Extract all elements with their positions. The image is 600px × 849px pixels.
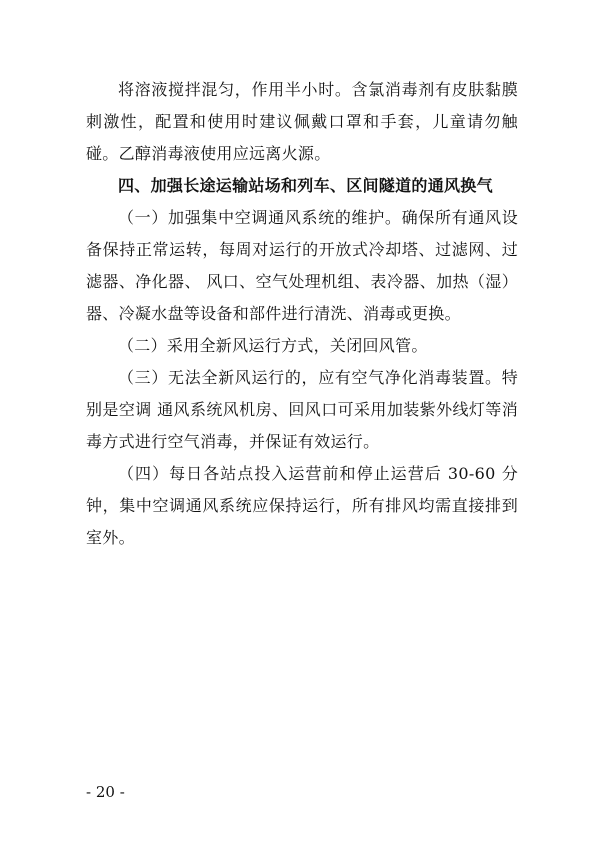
- page-number: - 20 -: [86, 783, 125, 801]
- list-item: （一）加强集中空调通风系统的维护。确保所有通风设备保持正常运转，每周对运行的开放式冷却塔、过滤网、过滤器、净化器、 风口、空气处理机组、表冷器、加热（湿）器、冷凝水盘等设备和部件进行清洗、消毒或更换。: [86, 208, 518, 323]
- list-item: （三）无法全新风运行的，应有空气净化消毒装置。特别是空调 通风系统风机房、回风口可采用加装紫外线灯等消毒方式进行空气消毒，并保证有效运行。: [86, 368, 518, 451]
- document-body: [86, 74, 518, 554]
- list-item: （四）每日各站点投入运营前和停止运营后 30-60 分钟，集中空调通风系统应保持运行，所有排风均需直接排到室外。: [86, 464, 518, 547]
- list-item: （二）采用全新风运行方式，关闭回风管。: [118, 336, 428, 355]
- paragraph-disinfectant-notes: 将溶液搅拌混匀，作用半小时。含氯消毒剂有皮肤黏膜刺激性，配置和使用时建议佩戴口罩和手套，儿童请勿触碰。乙醇消毒液使用应远离火源。: [86, 80, 518, 163]
- section-heading: 四、加强长途运输站场和列车、区间隧道的通风换气: [118, 176, 493, 195]
